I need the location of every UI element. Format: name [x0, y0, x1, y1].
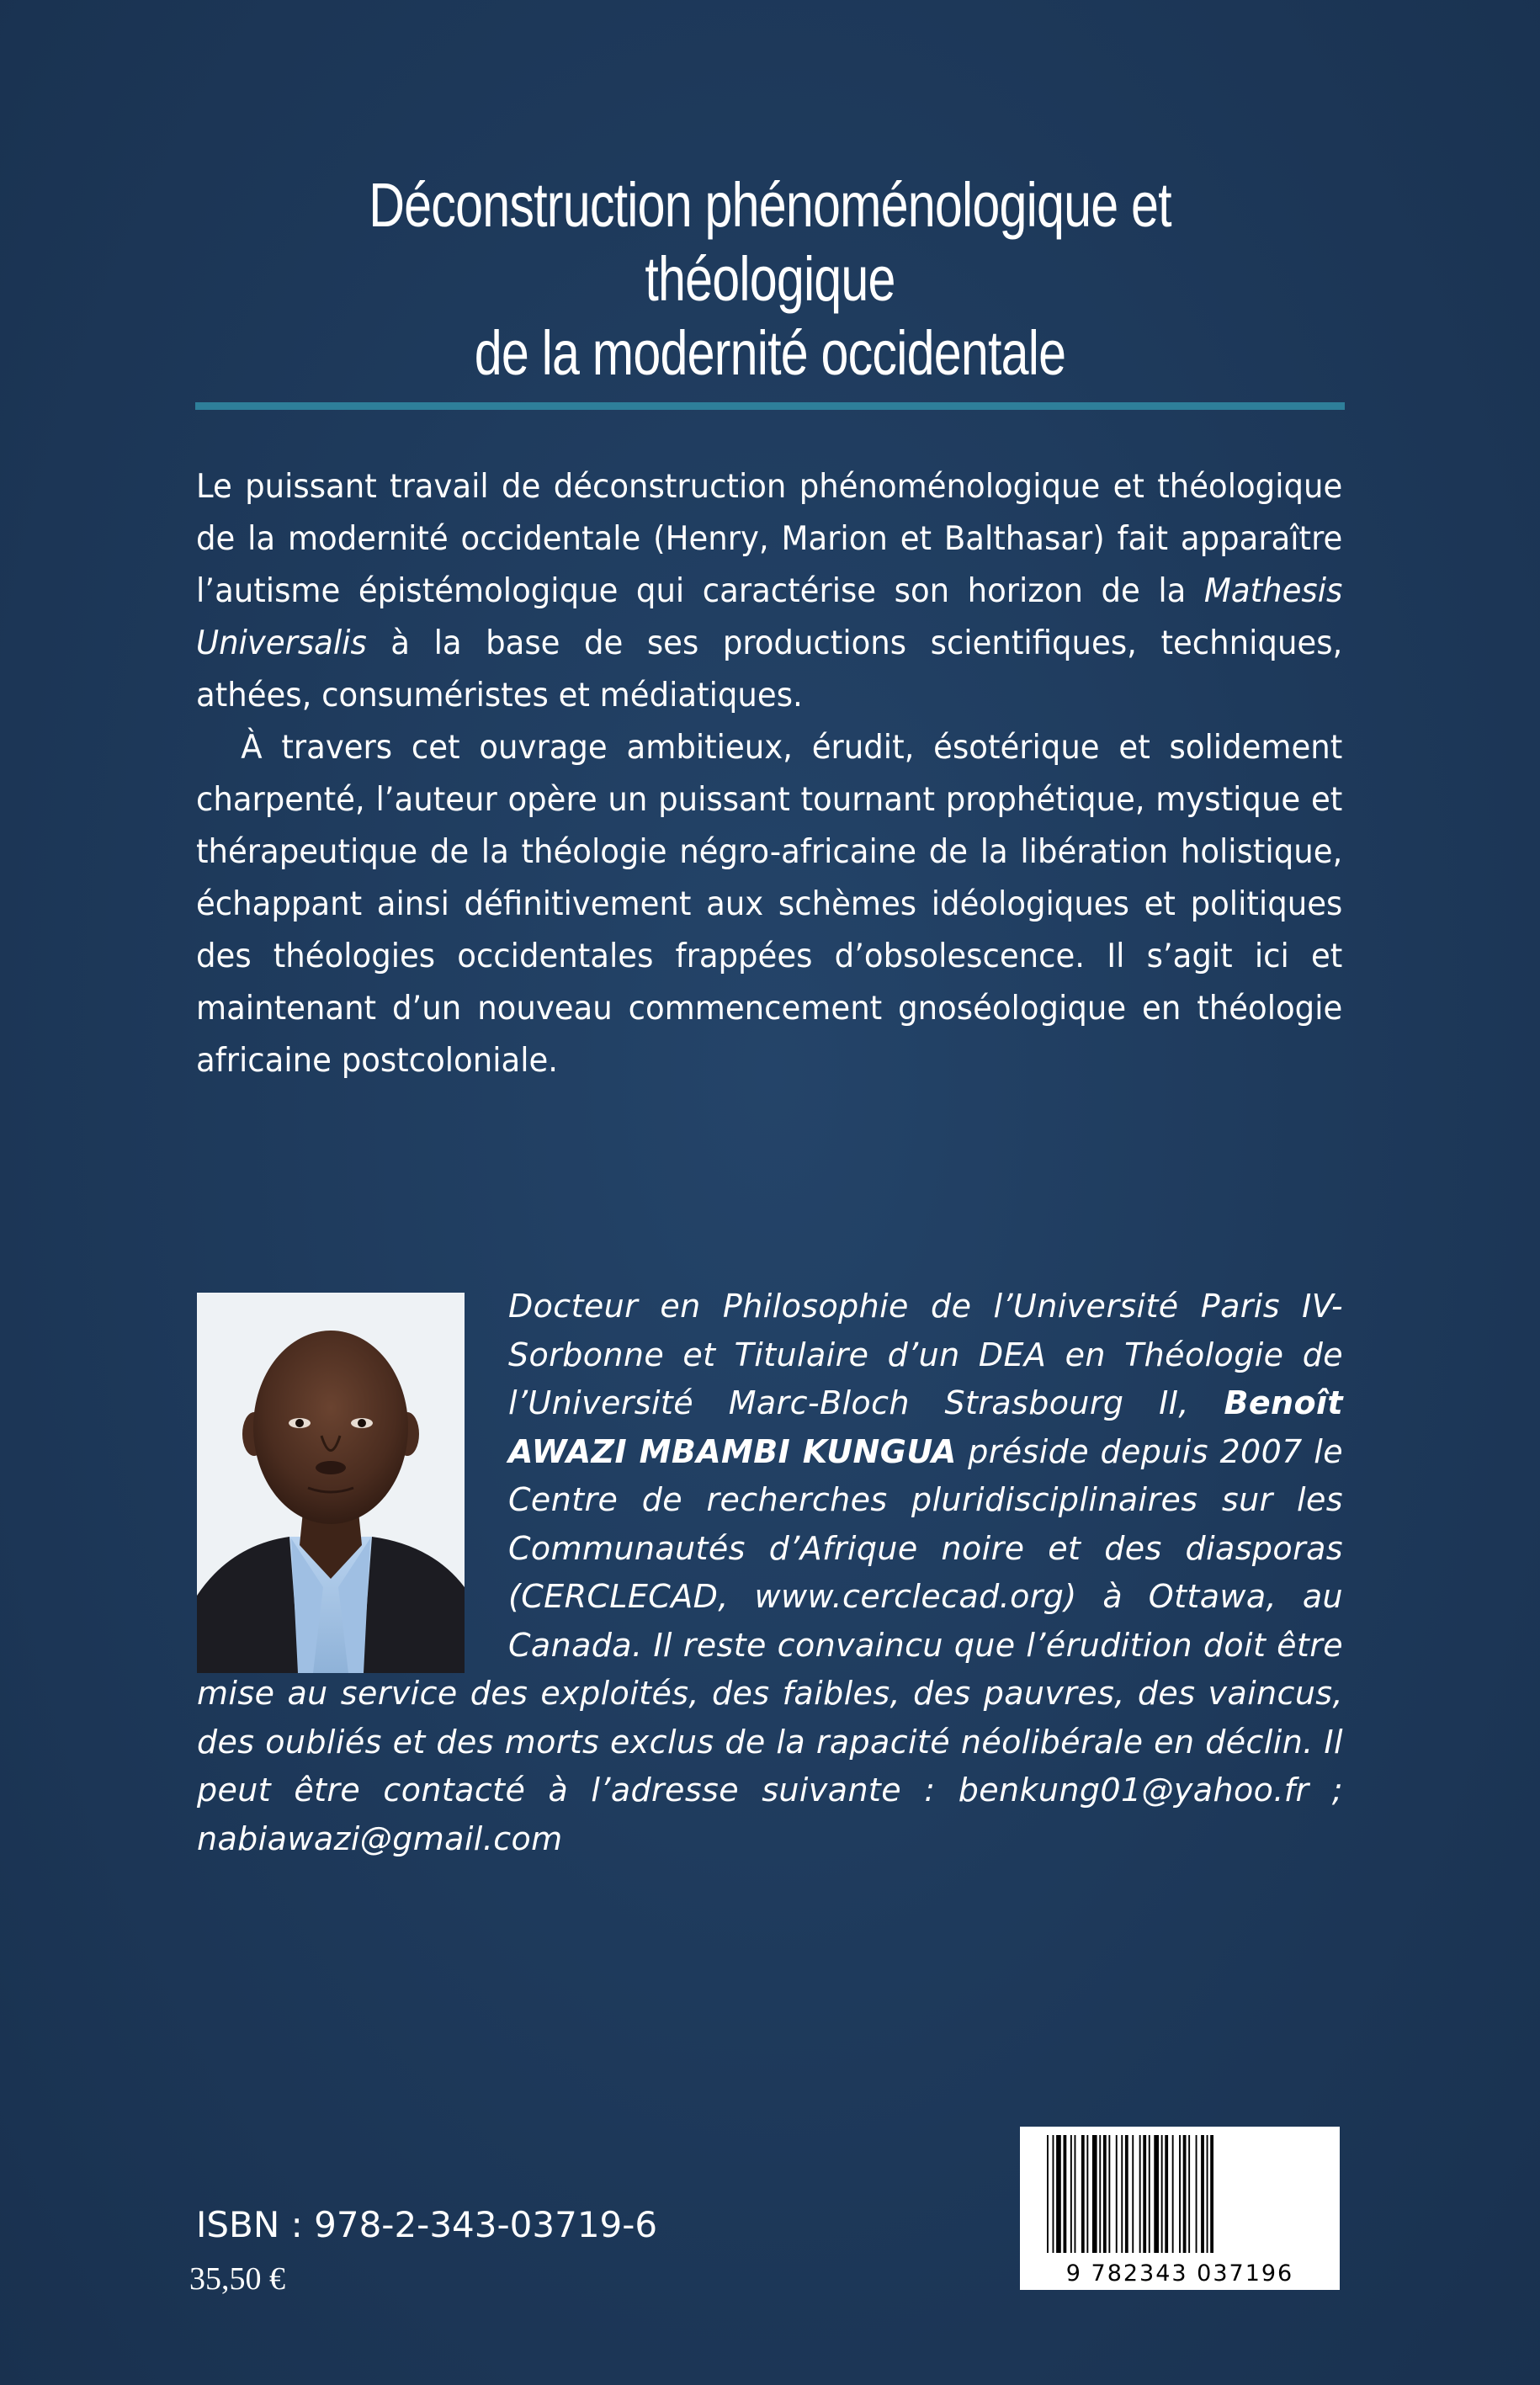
barcode-bar	[1149, 2135, 1150, 2253]
author-name: Benoît AWAZI MBAMBI KUNGUA	[508, 1384, 1343, 1470]
price: 35,50 €	[189, 2261, 285, 2297]
bio-text-end: préside depuis 2007 le Centre de recherches pluridisciplinaires sur les Communautés d’Afrique noire et des diasporas (CERCLECAD, www.cerclecad.org) à Ottawa, au Canada. Il reste convaincu que l’érudition doit être mise au service des exploités, des faibles, des pauvres, des vaincus, des oubliés et des morts exclus de la rapacité néolibérale en déclin. Il peut être contacté à l’adresse suivante : benkung01@yahoo.fr ; nabiawazi@gmail.com	[197, 1432, 1343, 1857]
barcode-bar	[1108, 2135, 1110, 2253]
barcode-bar	[1121, 2135, 1123, 2253]
book-title-line-2: de la modernité occidentale	[474, 318, 1066, 388]
barcode-bar	[1116, 2135, 1118, 2253]
barcode-bar	[1139, 2135, 1141, 2253]
blurb-p1-text: Le puissant travail de déconstruction phénoménologique et théologique de la modernité occidentale (Henry, Marion et Balthasar) fait apparaître l’autisme épistémologique qui caractérise son horizon de la	[196, 468, 1343, 610]
barcode-bar	[1075, 2135, 1076, 2253]
barcode-bar	[1086, 2135, 1088, 2253]
blurb-p1-italic: Mathesis Universalis	[196, 572, 1343, 662]
barcode-bar	[1056, 2135, 1061, 2253]
book-title	[289, 168, 1251, 390]
photo-spacer	[197, 1283, 508, 1665]
barcode-bar	[1081, 2135, 1085, 2253]
barcode-bar	[1201, 2135, 1204, 2253]
barcode-bar	[1070, 2135, 1072, 2253]
blurb-paragraph-1	[196, 461, 1342, 722]
barcode-bar	[1092, 2135, 1097, 2253]
author-bio	[197, 1283, 1343, 1863]
bio-text-start: Docteur en Philosophie de l’Université Paris IV-Sorbonne et Titulaire d’un DEA en Théologie de l’Université Marc-Bloch Strasbourg II,	[508, 1288, 1343, 1421]
isbn-barcode	[1020, 2127, 1340, 2290]
isbn: ISBN : 978-2-343-03719-6	[196, 2204, 658, 2245]
barcode-bar	[1047, 2135, 1049, 2253]
barcode-digits: 9 782343 037196	[1065, 2260, 1294, 2287]
barcode-bars	[1020, 2127, 1340, 2261]
barcode-bar	[1125, 2135, 1128, 2253]
blurb	[196, 461, 1342, 1087]
barcode-bar	[1099, 2135, 1101, 2253]
blurb-paragraph-2: À travers cet ouvrage ambitieux, érudit, ésotérique et solidement charpenté, l’auteur opère un puissant tournant prophétique, mystique et thérapeutique de la théologie négro-africaine de la libération holistique, échappant ainsi définitivement aux schèmes idéologiques et politiques des théologies occidentales frappées d’obsolescence. Il s’agit ici et maintenant d’un nouveau commencement gnoséologique en théologie africaine postcoloniale.	[196, 729, 1343, 1080]
barcode-bar	[1053, 2135, 1054, 2253]
barcode-bar	[1154, 2135, 1159, 2253]
barcode-bar	[1103, 2135, 1107, 2253]
barcode-bar	[1161, 2135, 1163, 2253]
book-title-line-1: Déconstruction phénoménologique et théologique	[369, 170, 1171, 314]
barcode-bar	[1132, 2135, 1134, 2253]
barcode-bar	[1210, 2135, 1213, 2253]
barcode-bar	[1143, 2135, 1146, 2253]
barcode-bar	[1165, 2135, 1168, 2253]
barcode-bar	[1188, 2135, 1190, 2253]
barcode-bar	[1064, 2135, 1067, 2253]
barcode-bar	[1207, 2135, 1208, 2253]
barcode-bar	[1183, 2135, 1187, 2253]
barcode-bar	[1179, 2135, 1181, 2253]
barcode-bar	[1196, 2135, 1197, 2253]
title-divider	[195, 402, 1345, 410]
blurb-p1-text-end: à la base de ses productions scientifiques, techniques, athées, consuméristes et médiatiques.	[196, 624, 1343, 714]
barcode-bar	[1172, 2135, 1174, 2253]
